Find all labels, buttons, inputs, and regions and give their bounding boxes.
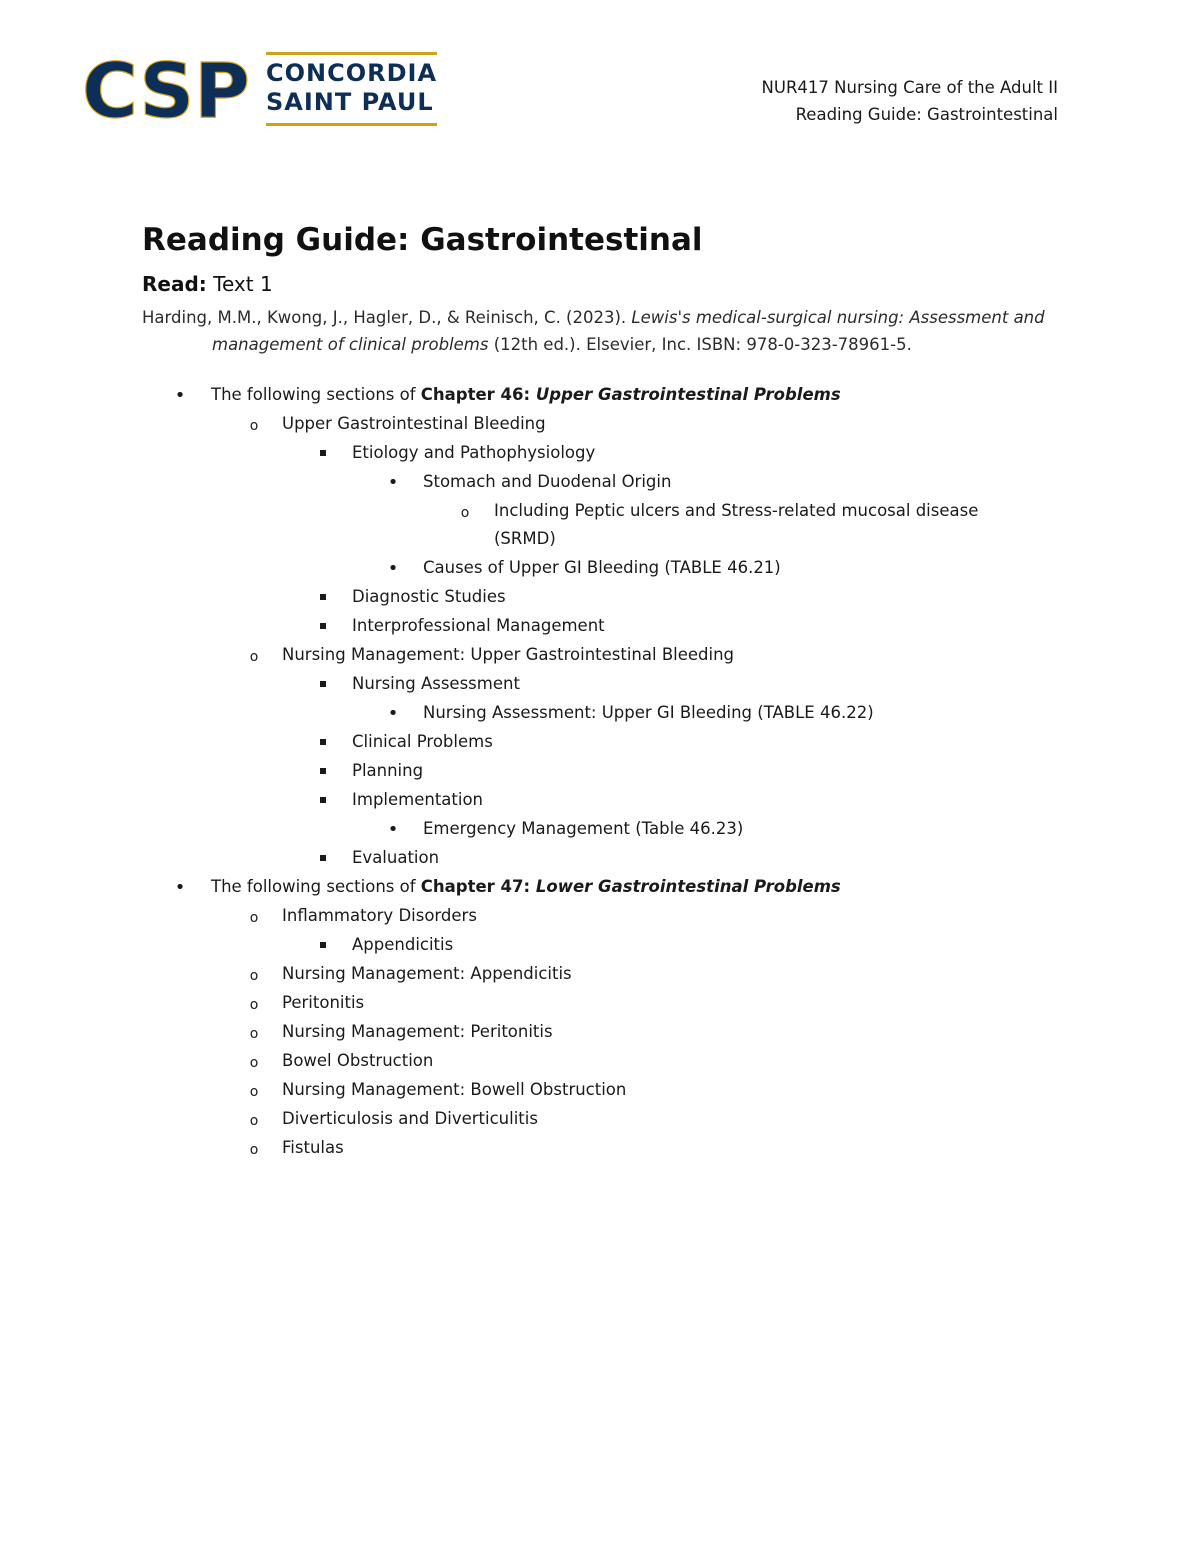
list-item	[0, 439, 1200, 468]
circle-bullet-icon	[247, 410, 261, 441]
square-bullet-icon	[316, 583, 330, 612]
citation-authors: Harding, M.M., Kwong, J., Hagler, D., & Reinisch, C. (2023).	[142, 308, 632, 327]
list-item	[0, 583, 1200, 612]
csp-logo	[82, 52, 437, 126]
bullet-icon	[386, 699, 400, 728]
bullet-icon	[173, 381, 187, 410]
list-item-text: Including Peptic ulcers and Stress-related mucosal disease (SRMD)	[494, 501, 979, 548]
circle-bullet-icon	[247, 1105, 261, 1136]
reading-outline	[0, 381, 1200, 1163]
logo-wordmark	[266, 52, 437, 126]
list-item-chapter-46	[0, 381, 1200, 410]
page-title: Reading Guide: Gastrointestinal	[142, 222, 703, 258]
square-bullet-icon	[316, 612, 330, 641]
list-item-text: Evaluation	[352, 848, 440, 867]
list-item	[0, 410, 1200, 439]
list-item	[0, 1076, 1200, 1105]
read-line	[142, 272, 273, 296]
bullet-icon	[386, 468, 400, 497]
list-item	[0, 757, 1200, 786]
square-bullet-icon	[316, 786, 330, 815]
list-item	[0, 699, 1200, 728]
chapter-47-name: Lower Gastrointestinal Problems	[535, 877, 841, 896]
circle-bullet-icon	[247, 1047, 261, 1078]
list-item	[0, 844, 1200, 873]
list-item-text: Etiology and Pathophysiology	[352, 443, 596, 462]
circle-bullet-icon	[247, 1076, 261, 1107]
list-item-text: Nursing Management: Upper Gastrointestinal Bleeding	[282, 645, 735, 664]
list-item-text: Nursing Assessment: Upper GI Bleeding (TABLE 46.22)	[423, 703, 874, 722]
logo-line-1: CONCORDIA	[266, 59, 438, 87]
page-header	[762, 74, 1058, 128]
square-bullet-icon	[316, 728, 330, 757]
chapter-46-label: Chapter 46:	[420, 385, 536, 404]
list-item	[0, 468, 1200, 497]
list-item	[0, 902, 1200, 931]
circle-bullet-icon	[247, 960, 261, 991]
list-item	[0, 1134, 1200, 1163]
list-item-text: Diagnostic Studies	[352, 587, 506, 606]
bullet-icon	[173, 873, 187, 902]
list-item-text: Implementation	[352, 790, 484, 809]
list-item	[0, 1047, 1200, 1076]
circle-bullet-icon	[247, 641, 261, 672]
citation-book-title: Lewis's medical-surgical nursing: Assessment and management of clinical problems	[212, 308, 1045, 354]
chapter-46-name: Upper Gastrointestinal Problems	[535, 385, 841, 404]
square-bullet-icon	[316, 670, 330, 699]
square-bullet-icon	[316, 931, 330, 960]
bullet-icon	[386, 554, 400, 583]
list-item-text: Nursing Management: Bowell Obstruction	[282, 1080, 627, 1099]
list-item	[0, 1105, 1200, 1134]
csp-logo-mark-text: CSP	[82, 55, 250, 123]
citation	[142, 304, 1132, 358]
list-item	[0, 641, 1200, 670]
square-bullet-icon	[316, 757, 330, 786]
list-item-text: Fistulas	[282, 1138, 344, 1157]
chapter-47-label: Chapter 47:	[420, 877, 536, 896]
list-item	[0, 815, 1200, 844]
list-item-text: Nursing Assessment	[352, 674, 520, 693]
circle-bullet-icon	[458, 497, 472, 528]
course-name: NUR417 Nursing Care of the Adult II	[761, 78, 1058, 97]
list-item	[0, 1018, 1200, 1047]
list-item-text: Appendicitis	[352, 935, 454, 954]
bullet-icon	[386, 815, 400, 844]
list-item	[0, 931, 1200, 960]
list-item-text: Inflammatory Disorders	[282, 906, 477, 925]
list-item-text: Clinical Problems	[352, 732, 493, 751]
circle-bullet-icon	[247, 1134, 261, 1165]
list-item	[0, 554, 1200, 583]
list-item-text: Nursing Management: Peritonitis	[282, 1022, 553, 1041]
read-label: Read:	[142, 272, 207, 296]
list-item	[0, 989, 1200, 1018]
list-item	[0, 728, 1200, 757]
circle-bullet-icon	[247, 1018, 261, 1049]
list-item	[0, 786, 1200, 815]
list-item-text: Planning	[352, 761, 424, 780]
list-item-text: Interprofessional Management	[352, 616, 605, 635]
list-item	[0, 497, 1200, 554]
chapter-46-lead: The following sections of	[211, 385, 421, 404]
circle-bullet-icon	[247, 902, 261, 933]
list-item	[0, 612, 1200, 641]
square-bullet-icon	[316, 439, 330, 468]
list-item-text: Upper Gastrointestinal Bleeding	[282, 414, 546, 433]
list-item-text: Peritonitis	[282, 993, 365, 1012]
list-item-chapter-47	[0, 873, 1200, 902]
csp-logo-mark	[82, 55, 252, 123]
read-value: Text 1	[206, 272, 273, 296]
list-item	[0, 670, 1200, 699]
list-item-text: Emergency Management (Table 46.23)	[423, 819, 744, 838]
chapter-47-lead: The following sections of	[211, 877, 421, 896]
header-subtitle: Reading Guide: Gastrointestinal	[795, 105, 1058, 124]
list-item-text: Bowel Obstruction	[282, 1051, 434, 1070]
citation-rest: (12th ed.). Elsevier, Inc. ISBN: 978-0-323-78961-5.	[488, 335, 912, 354]
list-item	[0, 960, 1200, 989]
list-item-text: Diverticulosis and Diverticulitis	[282, 1109, 538, 1128]
list-item-text: Causes of Upper GI Bleeding (TABLE 46.21)	[423, 558, 781, 577]
circle-bullet-icon	[247, 989, 261, 1020]
square-bullet-icon	[316, 844, 330, 873]
list-item-text: Nursing Management: Appendicitis	[282, 964, 572, 983]
logo-line-2: SAINT PAUL	[266, 88, 434, 116]
list-item-text: Stomach and Duodenal Origin	[423, 472, 672, 491]
